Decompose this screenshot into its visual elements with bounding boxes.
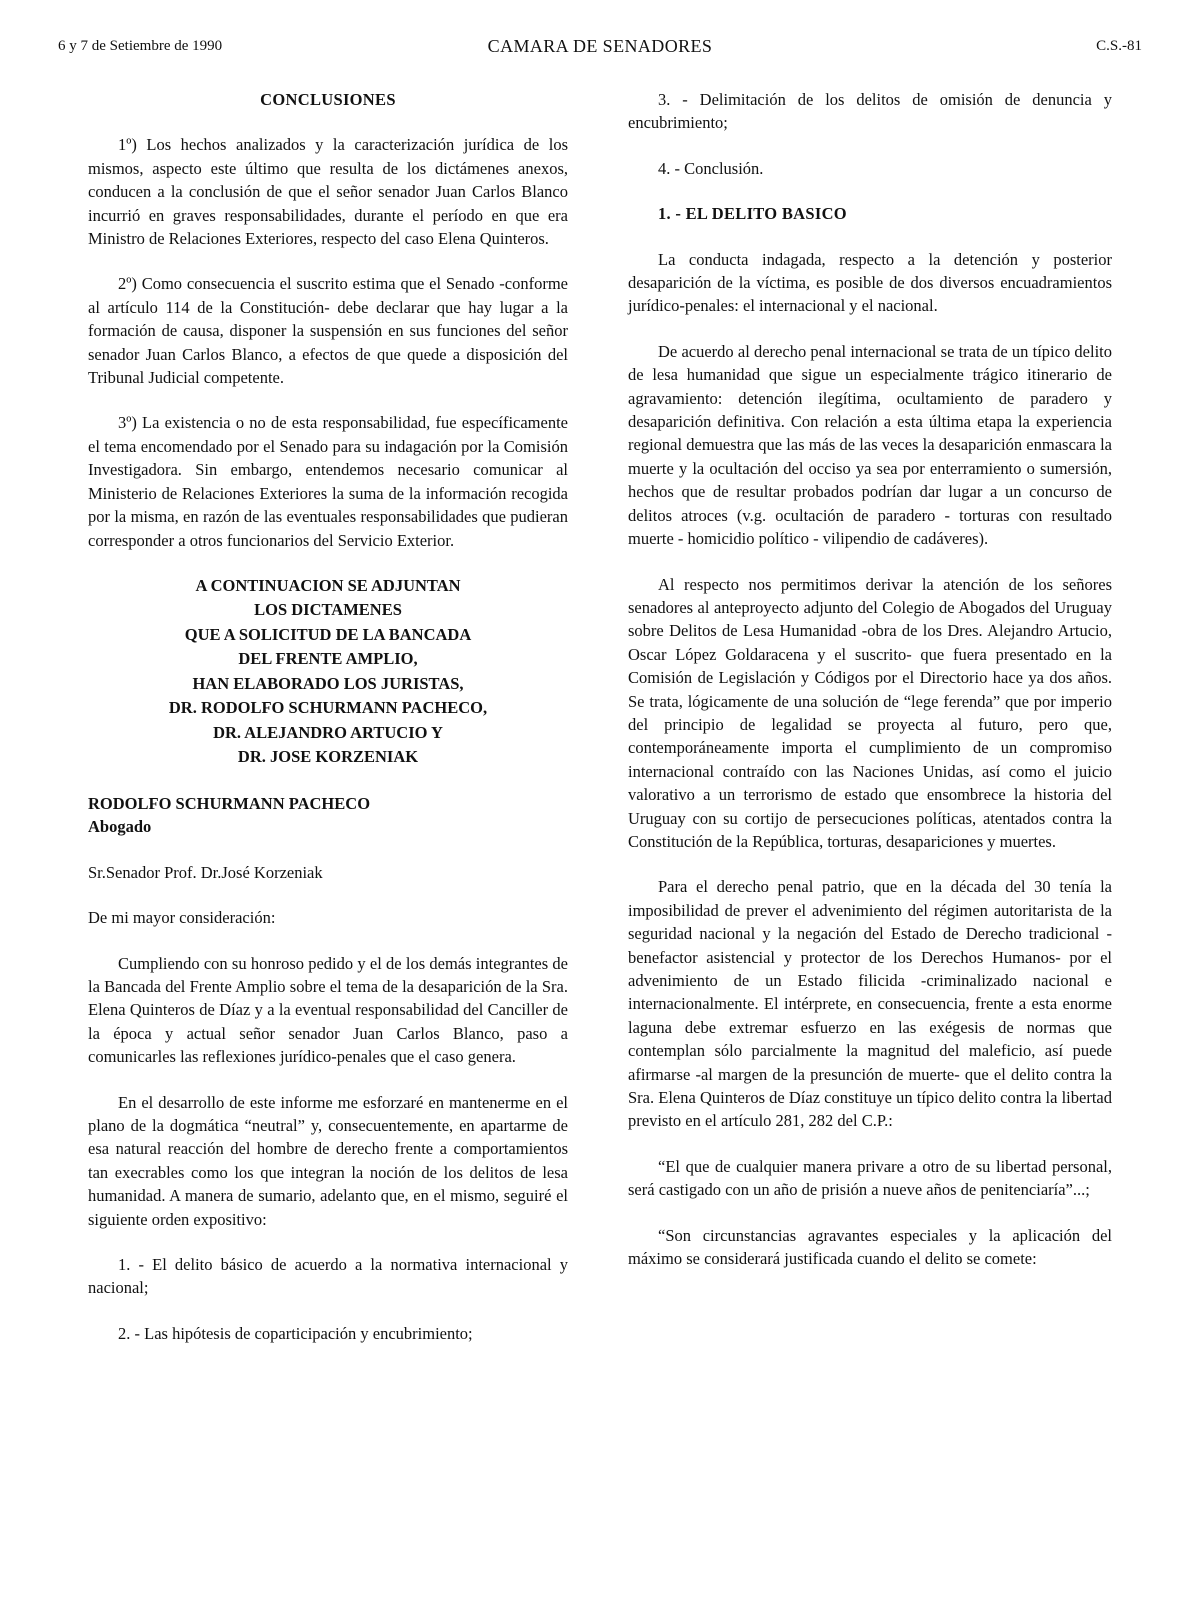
adjuntan-line: QUE A SOLICITUD DE LA BANCADA	[184, 624, 472, 644]
adjuntan-line: A CONTINUACION SE ADJUNTAN	[195, 575, 461, 595]
body-paragraph: Cumpliendo con su honroso pedido y el de los demás integrantes de la Bancada del Frente Amplio sobre el tema de la desaparición de la Sra. Elena Quinteros de Díaz y a la eventual responsabilidad del Canciller de la época y actual señor senador Juan Carlos Blanco, paso a comunicarles las reflexiones jurídico-penales que el caso genera.	[88, 953, 568, 1067]
author-block	[88, 792, 568, 839]
salutation: De mi mayor consideración:	[88, 908, 276, 928]
header-date: 6 y 7 de Setiembre de 1990	[58, 38, 223, 54]
adjuntan-line: LOS DICTAMENES	[254, 600, 402, 620]
adjuntan-line: DR. ALEJANDRO ARTUCIO Y	[213, 722, 443, 742]
delito-basico-heading: 1. - EL DELITO BASICO	[658, 204, 847, 224]
conclusion-1: 1º) Los hechos analizados y la caracterización jurídica de los mismos, aspecto este último que resulta de los dictámenes anexos, conducen a la conclusión de que el señor senador Juan Carlos Blanco incurrió en graves responsabilidades, durante el período en que era Ministro de Relaciones Exteriores, respecto del caso Elena Quinteros.	[88, 135, 568, 249]
body-paragraph: Al respecto nos permitimos derivar la atención de los señores senadores al anteproyecto adjunto del Colegio de Abogados del Uruguay sobre Delitos de Lesa Humanidad -obra de los Dres. Alejandro Artucio, Oscar López Goldaracena y el suscrito- que fuera presentado en la Comisión de Legislación y Códigos por el Directorio hace ya dos años. Se trata, lógicamente de una solución de “lege ferenda” que por imperio del principio de legalidad se proyecta al futuro, pero que, contemporáneamente importa el cumplimiento de un compromiso internacional contraído con las Naciones Unidas, así como el juicio valorativo a un terrorismo de estado que ensombrece la historia del Uruguay con su cortijo de persecuciones políticas, atentados contra la Constitución de la República, torturas, desapariciones y muertes.	[628, 574, 1112, 851]
addressee: Sr.Senador Prof. Dr.José Korzeniak	[88, 862, 323, 882]
conclusion-3: 3º) La existencia o no de esta responsabilidad, fue específicamente el tema encomendado por el Senado para su indagación por la Comisión Investigadora. Sin embargo, entendemos necesario comunicar al Ministerio de Relaciones Exteriores la suma de la información recogida por la misma, en razón de las eventuales responsabilidades que pudieran corresponder a otros funcionarios del Servicio Exterior.	[88, 413, 568, 550]
header-title: CAMARA DE SENADORES	[487, 36, 713, 56]
body-paragraph: De acuerdo al derecho penal internacional se trata de un típico delito de lesa humanidad que sigue un especialmente trágico itinerario de agravamiento: detención ilegítima, ocultamiento de paradero y desaparición definitiva. Con relación a esta última etapa la experiencia regional demuestra que las más de las veces la desaparición enmascara la muerte y la ocultación del occiso ya sea por enterramiento o sumersión, hechos que de resultar probados podrían dar lugar a un concurso de delitos atroces (v.g. ocultación de paradero - torturas con resultado muerte - homicidio político - vilipendio de cadáveres).	[628, 341, 1112, 549]
adjuntan-block	[88, 574, 568, 770]
header-page-number: C.S.-81	[1096, 38, 1142, 54]
body-paragraph: En el desarrollo de este informe me esforzaré en mantenerme en el plano de la dogmática “neutral” y, consecuentemente, en apartarme de esa natural reacción del hombre de derecho frente a comportamientos tan execrables como los que integran la noción de los delitos de lesa humanidad. A manera de sumario, adelanto que, en el mismo, seguiré el siguiente orden expositivo:	[88, 1092, 568, 1229]
summary-item-1: 1. - El delito básico de acuerdo a la normativa internacional y nacional;	[88, 1255, 568, 1298]
summary-item-4: 4. - Conclusión.	[658, 158, 764, 178]
right-column	[628, 88, 1112, 1292]
body-paragraph: Para el derecho penal patrio, que en la década del 30 tenía la imposibilidad de prever el advenimiento del régimen autoritarista de la seguridad nacional y la negación del Estado de Derecho tradicional -benefactor asistencial y protector de los Derechos Humanos- por el advenimiento de un Estado filicida -criminalizado nacional e internacionalmente. El intérprete, en consecuencia, frente a esta enorme laguna debe extremar esfuerzo en las exégesis de normas que contemplan sólo parcialmente la magnitud del maleficio, así puede afirmarse -al margen de la presunción de muerte- que el delito contra la Sra. Elena Quinteros de Díaz constituye un típico delito contra la libertad previsto en el artículo 281, 282 del C.P.:	[628, 877, 1112, 1131]
adjuntan-line: DR. RODOLFO SCHURMANN PACHECO,	[168, 698, 488, 718]
article-quote-2: “Son circunstancias agravantes especiales y la aplicación del máximo se considerará justificada cuando el delito se comete:	[628, 1225, 1112, 1269]
adjuntan-line: DEL FRENTE AMPLIO,	[238, 649, 418, 669]
adjuntan-line: DR. JOSE KORZENIAK	[237, 747, 419, 767]
author-name: RODOLFO SCHURMANN PACHECO	[88, 793, 371, 813]
summary-item-3: 3. - Delimitación de los delitos de omisión de denuncia y encubrimiento;	[628, 90, 1112, 133]
author-title: Abogado	[88, 817, 152, 837]
body-paragraph: La conducta indagada, respecto a la detención y posterior desaparición de la víctima, es posible de dos diversos encuadramientos jurídico-penales: el internacional y el nacional.	[628, 249, 1112, 316]
adjuntan-line: HAN ELABORADO LOS JURISTAS,	[192, 673, 464, 693]
summary-item-2: 2. - Las hipótesis de coparticipación y encubrimiento;	[118, 1323, 473, 1343]
article-quote-1: “El que de cualquier manera privare a otro de su libertad personal, será castigado con un año de prisión a nueve años de penitenciaría”...;	[628, 1156, 1112, 1200]
conclusiones-heading: CONCLUSIONES	[260, 90, 396, 109]
conclusion-2: 2º) Como consecuencia el suscrito estima que el Senado -conforme al artículo 114 de la Constitución- debe declarar que hay lugar a la formación de causa, disponer la suspensión en sus funciones del señor senador Juan Carlos Blanco, a efectos de que quede a disposición del Tribunal Judicial competente.	[88, 274, 568, 388]
page-header	[58, 36, 1142, 60]
left-column	[88, 88, 568, 1367]
